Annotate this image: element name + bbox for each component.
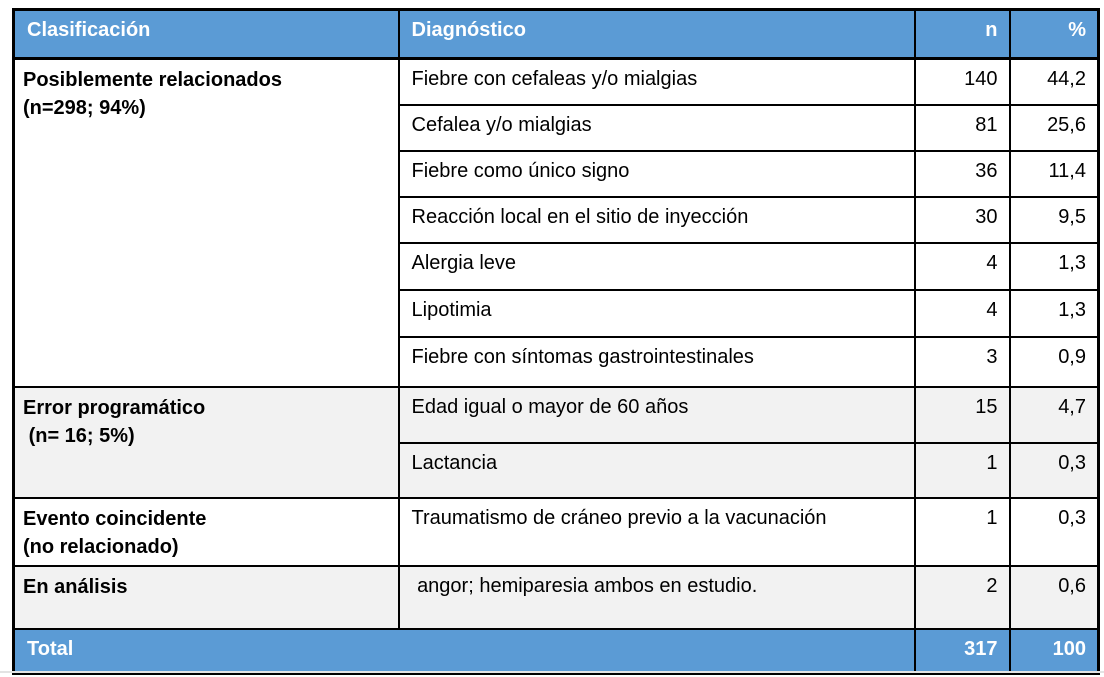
- pct-cell: 0,6: [1010, 566, 1099, 629]
- diagnosis-cell: Alergia leve: [399, 243, 915, 290]
- pct-cell: 1,3: [1010, 290, 1099, 337]
- diagnosis-cell: angor; hemiparesia ambos en estudio.: [399, 566, 915, 629]
- classification-cell-error-programatico: [14, 387, 399, 498]
- total-n-cell: 317: [915, 629, 1010, 674]
- n-cell: 3: [915, 337, 1010, 387]
- n-cell: 15: [915, 387, 1010, 443]
- diagnosis-cell: Edad igual o mayor de 60 años: [399, 387, 915, 443]
- total-pct-cell: 100: [1010, 629, 1099, 674]
- diagnosis-cell: Lactancia: [399, 443, 915, 498]
- table-row: [14, 387, 1099, 443]
- table-row: [14, 59, 1099, 105]
- pct-cell: 4,7: [1010, 387, 1099, 443]
- header-pct: %: [1010, 10, 1099, 59]
- pct-cell: 0,9: [1010, 337, 1099, 387]
- header-diagnostico: Diagnóstico: [399, 10, 915, 59]
- n-cell: 1: [915, 498, 1010, 566]
- n-cell: 36: [915, 151, 1010, 197]
- diagnosis-cell: Fiebre como único signo: [399, 151, 915, 197]
- section-label: Posiblemente relacionados: [23, 69, 282, 91]
- pct-cell: 25,6: [1010, 105, 1099, 151]
- esavi-classification-table: [12, 8, 1100, 675]
- n-cell: 2: [915, 566, 1010, 629]
- n-cell: 81: [915, 105, 1010, 151]
- total-row: [14, 629, 1099, 674]
- n-cell: 4: [915, 243, 1010, 290]
- diagnosis-cell: Fiebre con cefaleas y/o mialgias: [399, 59, 915, 105]
- n-cell: 140: [915, 59, 1010, 105]
- section-label: Evento coincidente: [23, 507, 207, 530]
- header-clasificacion: Clasificación: [14, 10, 399, 59]
- section-sublabel: (n=298; 94%): [23, 97, 146, 119]
- diagnosis-cell: Fiebre con síntomas gastrointestinales: [399, 337, 915, 387]
- table-row: [14, 498, 1099, 566]
- pct-cell: 0,3: [1010, 443, 1099, 498]
- pct-cell: 0,3: [1010, 498, 1099, 566]
- table-row: [14, 566, 1099, 629]
- diagnosis-cell: Lipotimia: [399, 290, 915, 337]
- classification-cell-posiblemente: [14, 59, 399, 387]
- diagnosis-cell: Traumatismo de cráneo previo a la vacunación: [399, 498, 915, 566]
- section-sublabel: (no relacionado): [23, 535, 179, 558]
- diagnosis-cell: Cefalea y/o mialgias: [399, 105, 915, 151]
- header-n: n: [915, 10, 1010, 59]
- section-label: En análisis: [23, 575, 128, 598]
- header-row: [14, 10, 1099, 59]
- page-edge-line: [0, 671, 1104, 673]
- classification-cell-evento-coincidente: [14, 498, 399, 566]
- total-label-cell: Total: [14, 629, 915, 674]
- pct-cell: 1,3: [1010, 243, 1099, 290]
- pct-cell: 44,2: [1010, 59, 1099, 105]
- n-cell: 1: [915, 443, 1010, 498]
- n-cell: 4: [915, 290, 1010, 337]
- classification-cell-en-analisis: [14, 566, 399, 629]
- section-sublabel: (n= 16; 5%): [23, 424, 135, 447]
- pct-cell: 9,5: [1010, 197, 1099, 243]
- section-label: Error programático: [23, 396, 206, 419]
- pct-cell: 11,4: [1010, 151, 1099, 197]
- diagnosis-cell: Reacción local en el sitio de inyección: [399, 197, 915, 243]
- n-cell: 30: [915, 197, 1010, 243]
